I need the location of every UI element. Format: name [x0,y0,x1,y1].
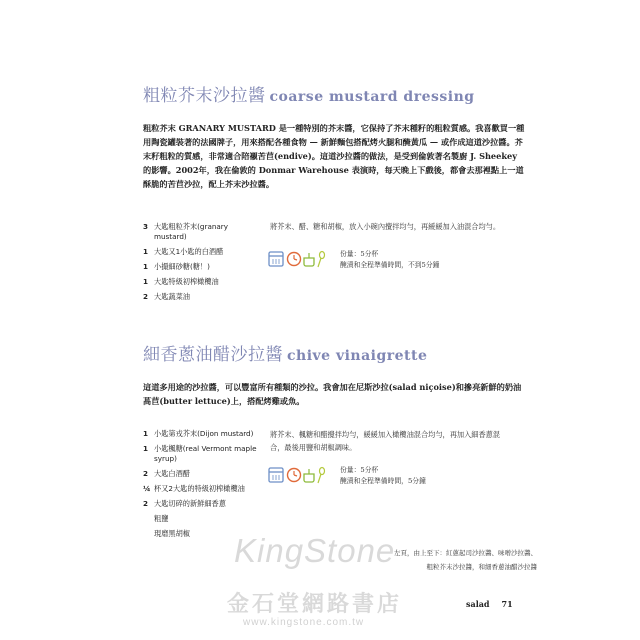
clock-icon [288,253,301,266]
recipe-title-cn: 粗粒芥末沙拉醬 [143,86,266,106]
photo-caption: 左頁，由上至下：紅蔥起司沙拉醬、味噌沙拉醬、 粗粒芥末沙拉醬，和細香蔥油醋沙拉醬 [394,549,537,571]
ingredient-item: 1 小匙第戎芥末(Dijon mustard) [143,429,254,438]
recipe-info [340,465,426,487]
ingredient-item: 1 小匙楓糖(real Vermont maple syrup) [143,444,257,463]
clock-icon [288,469,301,482]
ingredient-item: 1 小撮細砂糖(糖！) [143,262,210,271]
ingredient-list [143,222,263,302]
ingredient-item: 粗鹽 [154,514,169,523]
recipe-method: 將芥末、醋、糖和胡椒，放入小碗內攪拌均勻，再緩緩加入油混合均勻。 [270,222,501,231]
recipe-title-chive-vinaigrette [143,340,427,365]
spoon-icon [318,468,325,484]
ingredient-list [143,429,263,539]
recipe-title-en: chive vinaigrette [287,348,428,364]
recipe-method: 將芥末、楓糖和醋攪拌均勻，緩緩加入橄欖油混合均勻，再加入細香蔥混合，最後用鹽和胡椒調味。 [270,430,501,452]
prep-time-text: 醃漬和全程準備時間，5分鐘 [340,477,426,485]
ingredient-item: 3 大匙粗粒芥末(granary mustard) [143,222,229,241]
recipe-title-en: coarse mustard dressing [269,89,475,105]
calendar-icon [269,252,283,266]
recipe-title-coarse-mustard [143,81,475,106]
watermark-brand: KingStone [234,532,396,569]
ingredient-item: 2 大匙蔬菜油 [143,292,190,301]
spoon-icon [318,252,325,268]
page-footer [466,599,513,609]
ingredient-item: ¼ 杯又2大匙的特級初榨橄欖油 [143,484,245,493]
calendar-icon [269,468,283,482]
watermark-cn: 金石堂網路書店 [227,591,403,617]
recipe-info [340,249,439,271]
prep-time-text: 醃漬和全程準備時間，不到5分鐘 [340,261,440,269]
recipe-icons [268,465,328,485]
pot-icon [304,469,314,482]
watermark-url: www.kingstone.com.tw [243,617,365,628]
pot-icon [304,253,314,266]
section-name: salad [466,599,490,609]
ingredient-item: 1 大匙又1小匙的白酒醋 [143,247,224,256]
ingredient-item: 2 大匙白酒醋 [143,469,190,478]
recipe-intro: 這道多用途的沙拉醬，可以豐富所有種類的沙拉。我會加在尼斯沙拉(salad niçoise)和摻亮新鮮的奶油萵苣(butter lettuce)上，搭配烤雞或魚。 [143,382,522,406]
ingredient-item: 現磨黑胡椒 [154,529,190,538]
serves-text: 份量：5分杯 [340,466,379,474]
recipe-title-cn: 細香蔥油醋沙拉醬 [143,345,283,365]
page-number: 71 [501,599,513,609]
serves-text: 份量：5分杯 [340,250,379,258]
ingredient-item: 2 大匙切碎的新鮮細香蔥 [143,499,226,508]
ingredient-item: 1 大匙特級初榨橄欖油 [143,277,219,286]
recipe-icons [268,249,328,269]
recipe-intro: 粗粒芥末 GRANARY MUSTARD 是一種特別的芥末醬，它保持了芥末種籽的粗粒質感。我喜歡買一種用陶瓷罐裝著的法國牌子，用來搭配各種食物 — 新鮮麵包搭配烤火腿和醃黃瓜 — 或作成這道沙拉醬。芥末籽粗粒的質感，非常適合陪襯苦苣(endive)。這道沙拉醬的做法，是受到倫敦著名製廚 J. Sheekey 的影響。2002年，我在倫敦的 Donmar Warehouse 表演時，每天晚上下戲後，都會去那裡點上一道酥脆的苦苣沙拉，配上芥末沙拉醬。 [143,123,525,189]
